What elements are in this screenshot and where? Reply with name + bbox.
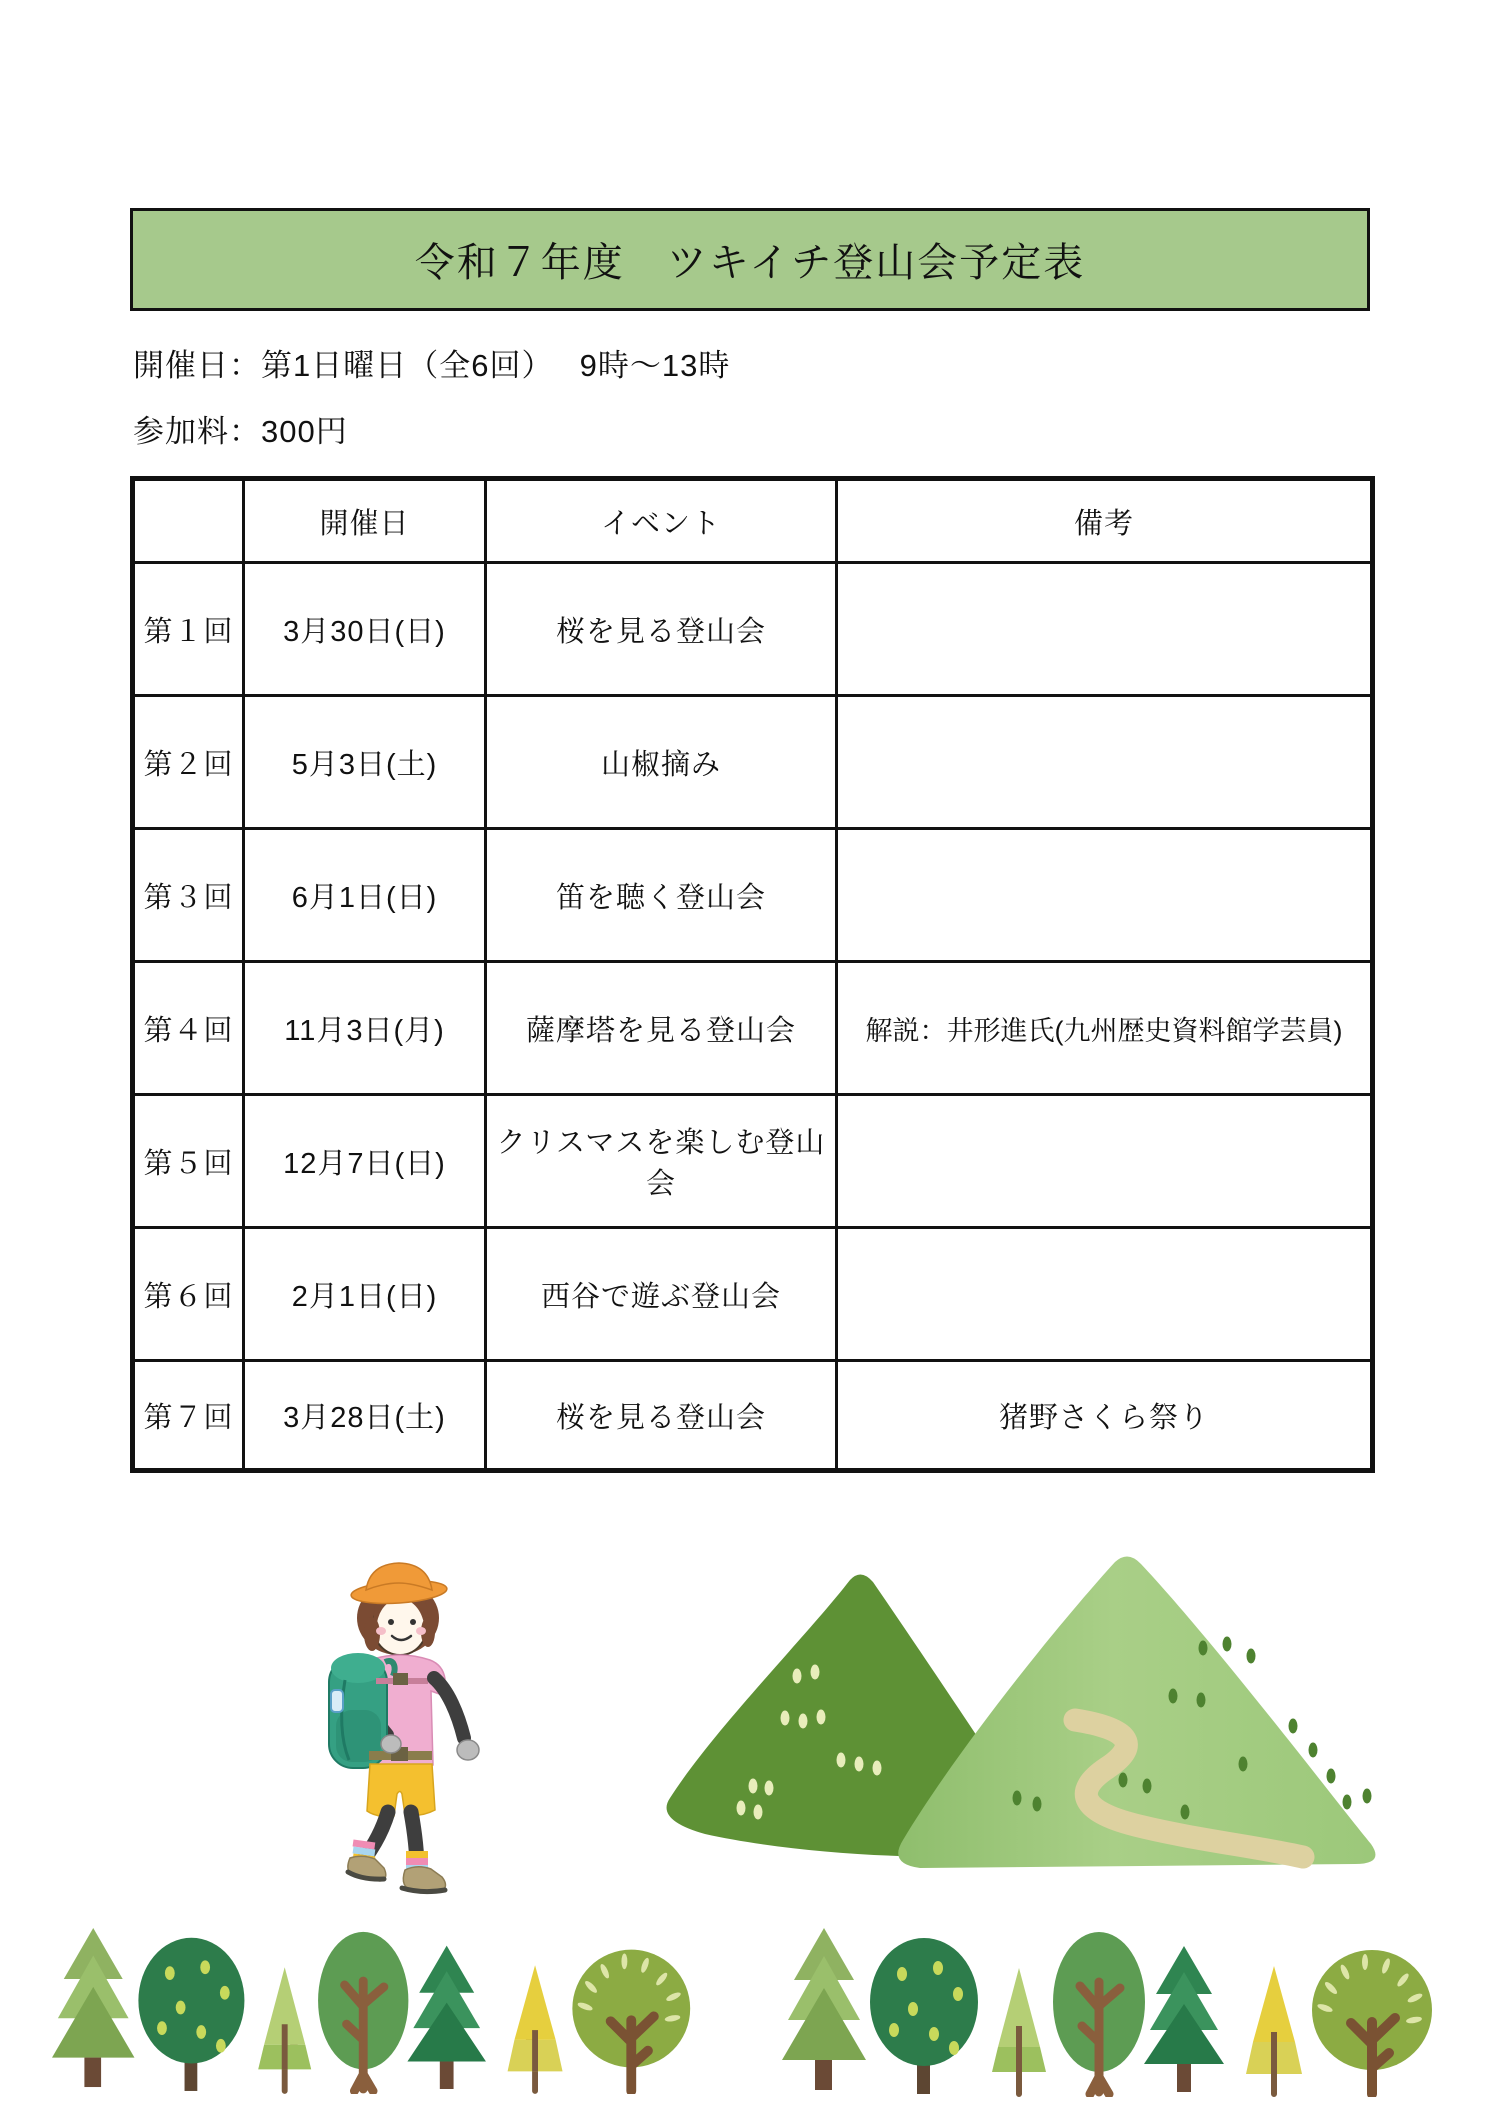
row-date: 12月7日(日): [244, 1095, 486, 1228]
row-no: 第５回: [133, 1095, 244, 1228]
table-row: [133, 962, 1373, 1095]
hiker-hair-lock: [364, 1617, 380, 1651]
hiker-boots: [348, 1856, 446, 1891]
oval-tree-icon: [318, 1932, 408, 2091]
hiker-glove: [381, 1735, 401, 1753]
row-event: 桜を見る登山会: [486, 1361, 837, 1471]
hiker-eye: [410, 1619, 416, 1625]
row-date: 3月30日(日): [244, 563, 486, 696]
row-remark: [837, 1228, 1373, 1361]
row-date: 11月3日(月): [244, 962, 486, 1095]
row-event: 薩摩塔を見る登山会: [486, 962, 837, 1095]
row-remark: [837, 563, 1373, 696]
table-row: [133, 696, 1373, 829]
tree-row-illustration: [782, 1922, 1442, 2097]
dark-pine-tree-icon: [407, 1946, 486, 2089]
row-no: 第１回: [133, 563, 244, 696]
row-remark: 解説：井形進氏(九州歴史資料館学芸員): [837, 962, 1373, 1095]
hiker-buckle: [393, 1673, 408, 1685]
pine-tree-icon: [52, 1928, 134, 2087]
hiker-cheek: [416, 1627, 426, 1635]
row-date: 5月3日(土): [244, 696, 486, 829]
header-remarks: 備考: [837, 479, 1373, 563]
hiker-right-arm: [434, 1678, 464, 1738]
row-event: クリスマスを楽しむ登山会: [486, 1095, 837, 1228]
schedule-info-line: 開催日：第1日曜日（全6回） 9時〜13時: [133, 348, 731, 383]
small-triangle-tree-icon: [258, 1967, 311, 2091]
hiker-shorts: [367, 1764, 435, 1816]
fee-info-line: 参加料：300円: [133, 414, 348, 449]
hiker-eye: [388, 1619, 394, 1625]
table-row: [133, 829, 1373, 962]
table-row: [133, 563, 1373, 696]
hiker-cheek: [376, 1627, 386, 1635]
mountains-illustration: [645, 1548, 1393, 1883]
row-no: 第６回: [133, 1228, 244, 1361]
header-event: イベント: [486, 479, 837, 563]
schedule-table: [130, 476, 1375, 1473]
page-title: 令和７年度 ツキイチ登山会予定表: [414, 241, 1086, 285]
title-banner: [130, 208, 1370, 311]
row-remark: [837, 829, 1373, 962]
row-event: 山椒摘み: [486, 696, 837, 829]
row-remark: [837, 1095, 1373, 1228]
hiker-glove: [457, 1740, 479, 1760]
round-tree-icon: [572, 1950, 690, 2091]
hiker-illustration: [292, 1558, 492, 1903]
table-row: [133, 1095, 1373, 1228]
table-row: [133, 1361, 1373, 1471]
row-event: 桜を見る登山会: [486, 563, 837, 696]
table-row: [133, 1228, 1373, 1361]
header-date: 開催日: [244, 479, 486, 563]
row-event: 笛を聴く登山会: [486, 829, 837, 962]
row-event: 西谷で遊ぶ登山会: [486, 1228, 837, 1361]
row-no: 第４回: [133, 962, 244, 1095]
header-blank: [133, 479, 244, 563]
row-no: 第７回: [133, 1361, 244, 1471]
row-no: 第３回: [133, 829, 244, 962]
tree-row-illustration: [52, 1922, 700, 2094]
row-date: 3月28日(土): [244, 1361, 486, 1471]
row-date: 2月1日(日): [244, 1228, 486, 1361]
row-date: 6月1日(日): [244, 829, 486, 962]
row-remark: [837, 696, 1373, 829]
table-header-row: [133, 479, 1373, 563]
row-no: 第２回: [133, 696, 244, 829]
yellow-tree-icon: [508, 1965, 563, 2091]
fruit-tree-icon: [138, 1938, 244, 2091]
row-remark: 猪野さくら祭り: [837, 1361, 1373, 1471]
